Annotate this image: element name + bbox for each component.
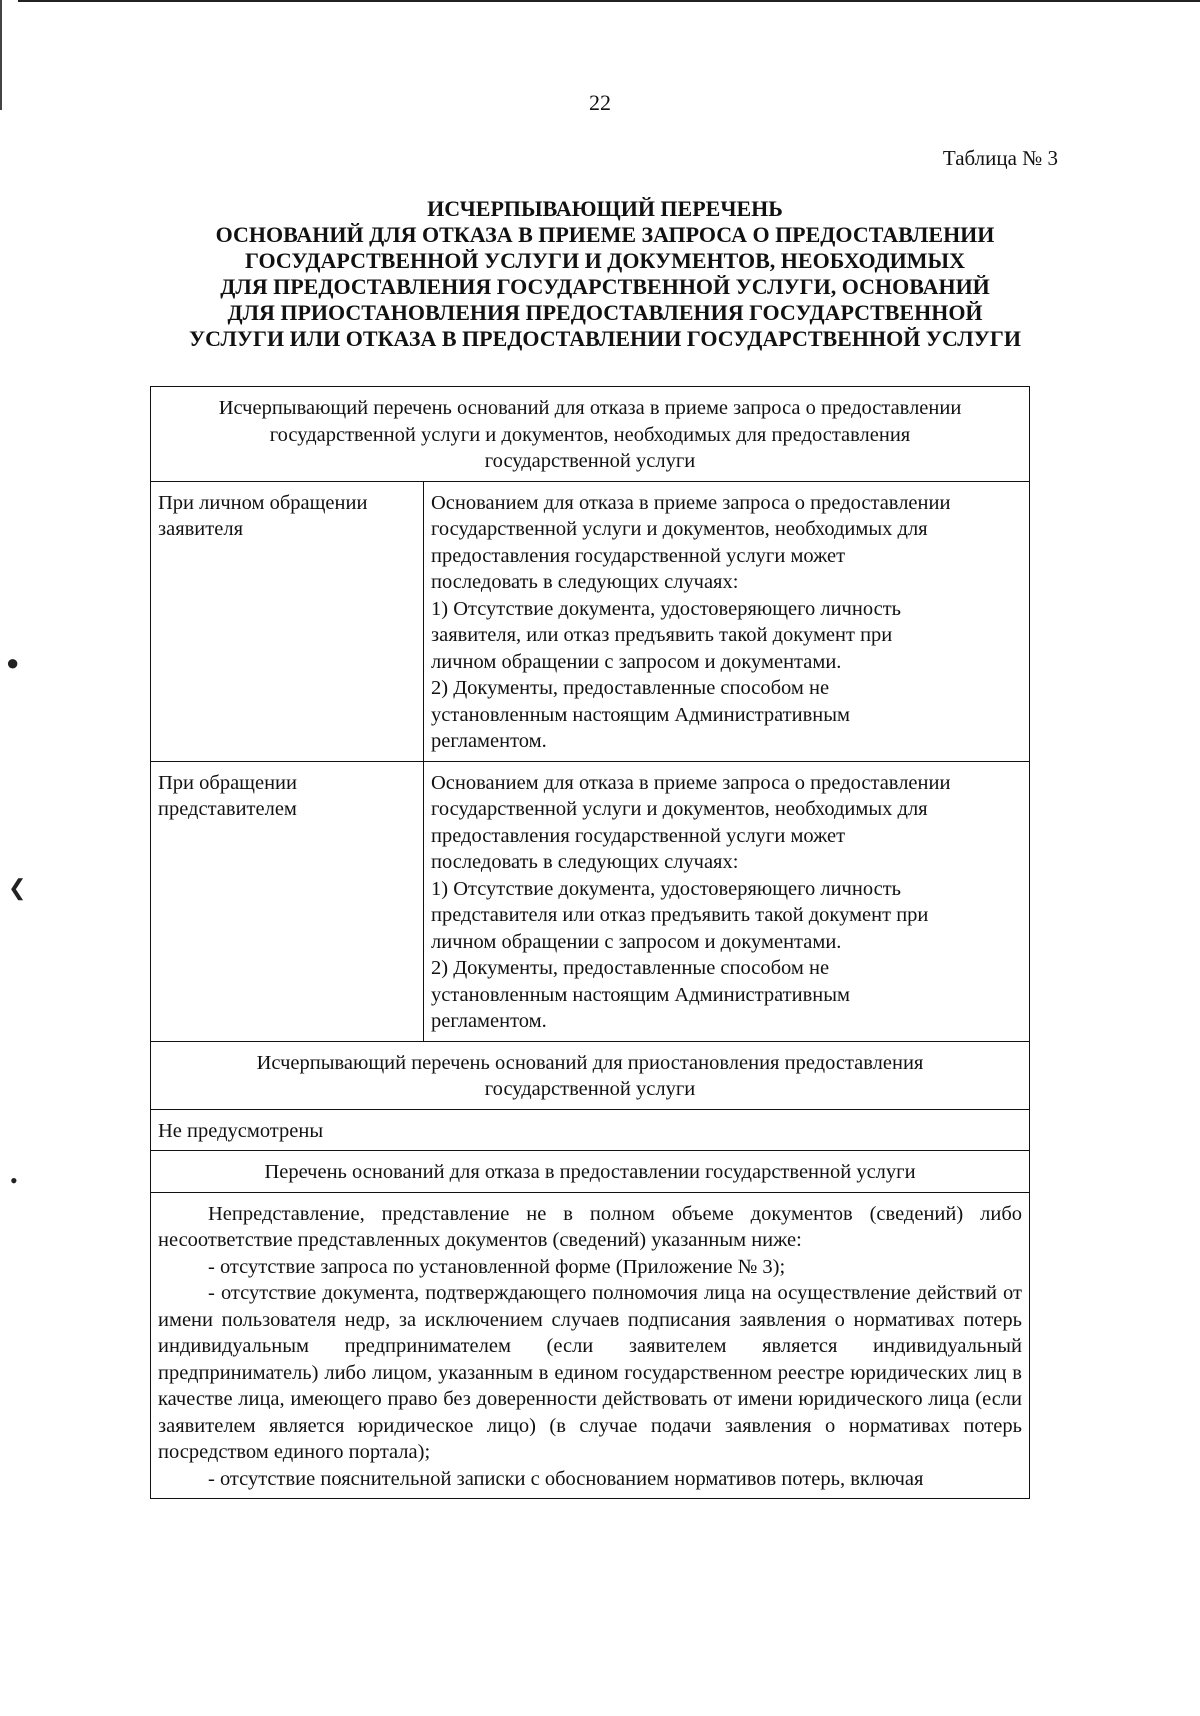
title-line: ГОСУДАРСТВЕННОЙ УСЛУГИ И ДОКУМЕНТОВ, НЕОБХОДИМЫХ [245, 248, 965, 273]
section3-header: Перечень оснований для отказа в предоставлении государственной услуги [151, 1151, 1030, 1193]
section1-header: Исчерпывающий перечень оснований для отказа в приеме запроса о предоставлении государственной услуги и документов, необходимых для предоставления государственной услуги [151, 387, 1030, 482]
scan-border-top [18, 0, 1200, 2]
paragraph: - отсутствие документа, подтверждающего полномочия лица на осуществление действий от имени пользователя недр, за исключением случаев подписания заявления о нормативах потерь индивидуальным предпринимателем (если заявителем является индивидуальный предприниматель) либо лицом, указанным в едином государственном реестре юридических лиц в качестве лица, имеющего право без доверенности действовать от имени юридического лица (если заявителем является юридическое лицо) (в случае подачи заявления о нормативах потерь посредством единого портала); [158, 1282, 1022, 1463]
row1-right-cell: Основанием для отказа в приеме запроса о предоставлении государственной услуги и документов, необходимых для предоставления государственной услуги может последовать в следующих случаях: 1) Отсутствие документа, удостоверяющего личность заявителя, или отказ предъявить такой документ при личном обращении с запросом и документами. 2) Документы, предоставленные способом не установленным настоящим Административным регламентом. [424, 481, 1030, 761]
table-row [151, 1192, 1030, 1499]
grounds-table [150, 386, 1030, 1499]
table-row [151, 1151, 1030, 1193]
document-title [120, 196, 1090, 352]
paragraph: - отсутствие запроса по установленной форме (Приложение № 3); [208, 1255, 786, 1278]
section3-body [151, 1192, 1030, 1499]
scan-artifact-mark: ● [6, 650, 20, 675]
table-label: Таблица № 3 [942, 146, 1058, 170]
table-row [151, 761, 1030, 1041]
table-row [151, 481, 1030, 761]
section2-header: Исчерпывающий перечень оснований для приостановления предоставления государственной услуги [151, 1041, 1030, 1109]
table-row [151, 1041, 1030, 1109]
paragraph: - отсутствие пояснительной записки с обоснованием нормативов потерь, включая [208, 1467, 924, 1490]
title-line: ОСНОВАНИЙ ДЛЯ ОТКАЗА В ПРИЕМЕ ЗАПРОСА О ПРЕДОСТАВЛЕНИИ [215, 222, 995, 247]
title-line: ДЛЯ ПРИОСТАНОВЛЕНИЯ ПРЕДОСТАВЛЕНИЯ ГОСУДАРСТВЕННОЙ [227, 300, 983, 325]
paragraph: Непредставление, представление не в полном объеме документов (сведений) либо несоответствие представленных документов (сведений) указанным ниже: [158, 1202, 1022, 1251]
row2-left-cell: При обращении представителем [151, 761, 424, 1041]
title-line: УСЛУГИ ИЛИ ОТКАЗА В ПРЕДОСТАВЛЕНИИ ГОСУДАРСТВЕННОЙ УСЛУГИ [189, 326, 1021, 351]
page-number: 22 [589, 90, 611, 115]
row1-left-cell: При личном обращении заявителя [151, 481, 424, 761]
table-row [151, 387, 1030, 482]
scan-artifact-mark: ❮ [8, 875, 27, 900]
table-row [151, 1109, 1030, 1151]
section2-value: Не предусмотрены [151, 1109, 1030, 1151]
row2-right-cell: Основанием для отказа в приеме запроса о предоставлении государственной услуги и документов, необходимых для предоставления государственной услуги может последовать в следующих случаях: 1) Отсутствие документа, удостоверяющего личность представителя или отказ предъявить такой документ при личном обращении с запросом и документами. 2) Документы, предоставленные способом не установленным настоящим Административным регламентом. [424, 761, 1030, 1041]
title-line: ДЛЯ ПРЕДОСТАВЛЕНИЯ ГОСУДАРСТВЕННОЙ УСЛУГИ, ОСНОВАНИЙ [220, 274, 990, 299]
scan-artifact-mark: • [10, 1168, 18, 1193]
title-line: ИСЧЕРПЫВАЮЩИЙ ПЕРЕЧЕНЬ [427, 196, 783, 221]
